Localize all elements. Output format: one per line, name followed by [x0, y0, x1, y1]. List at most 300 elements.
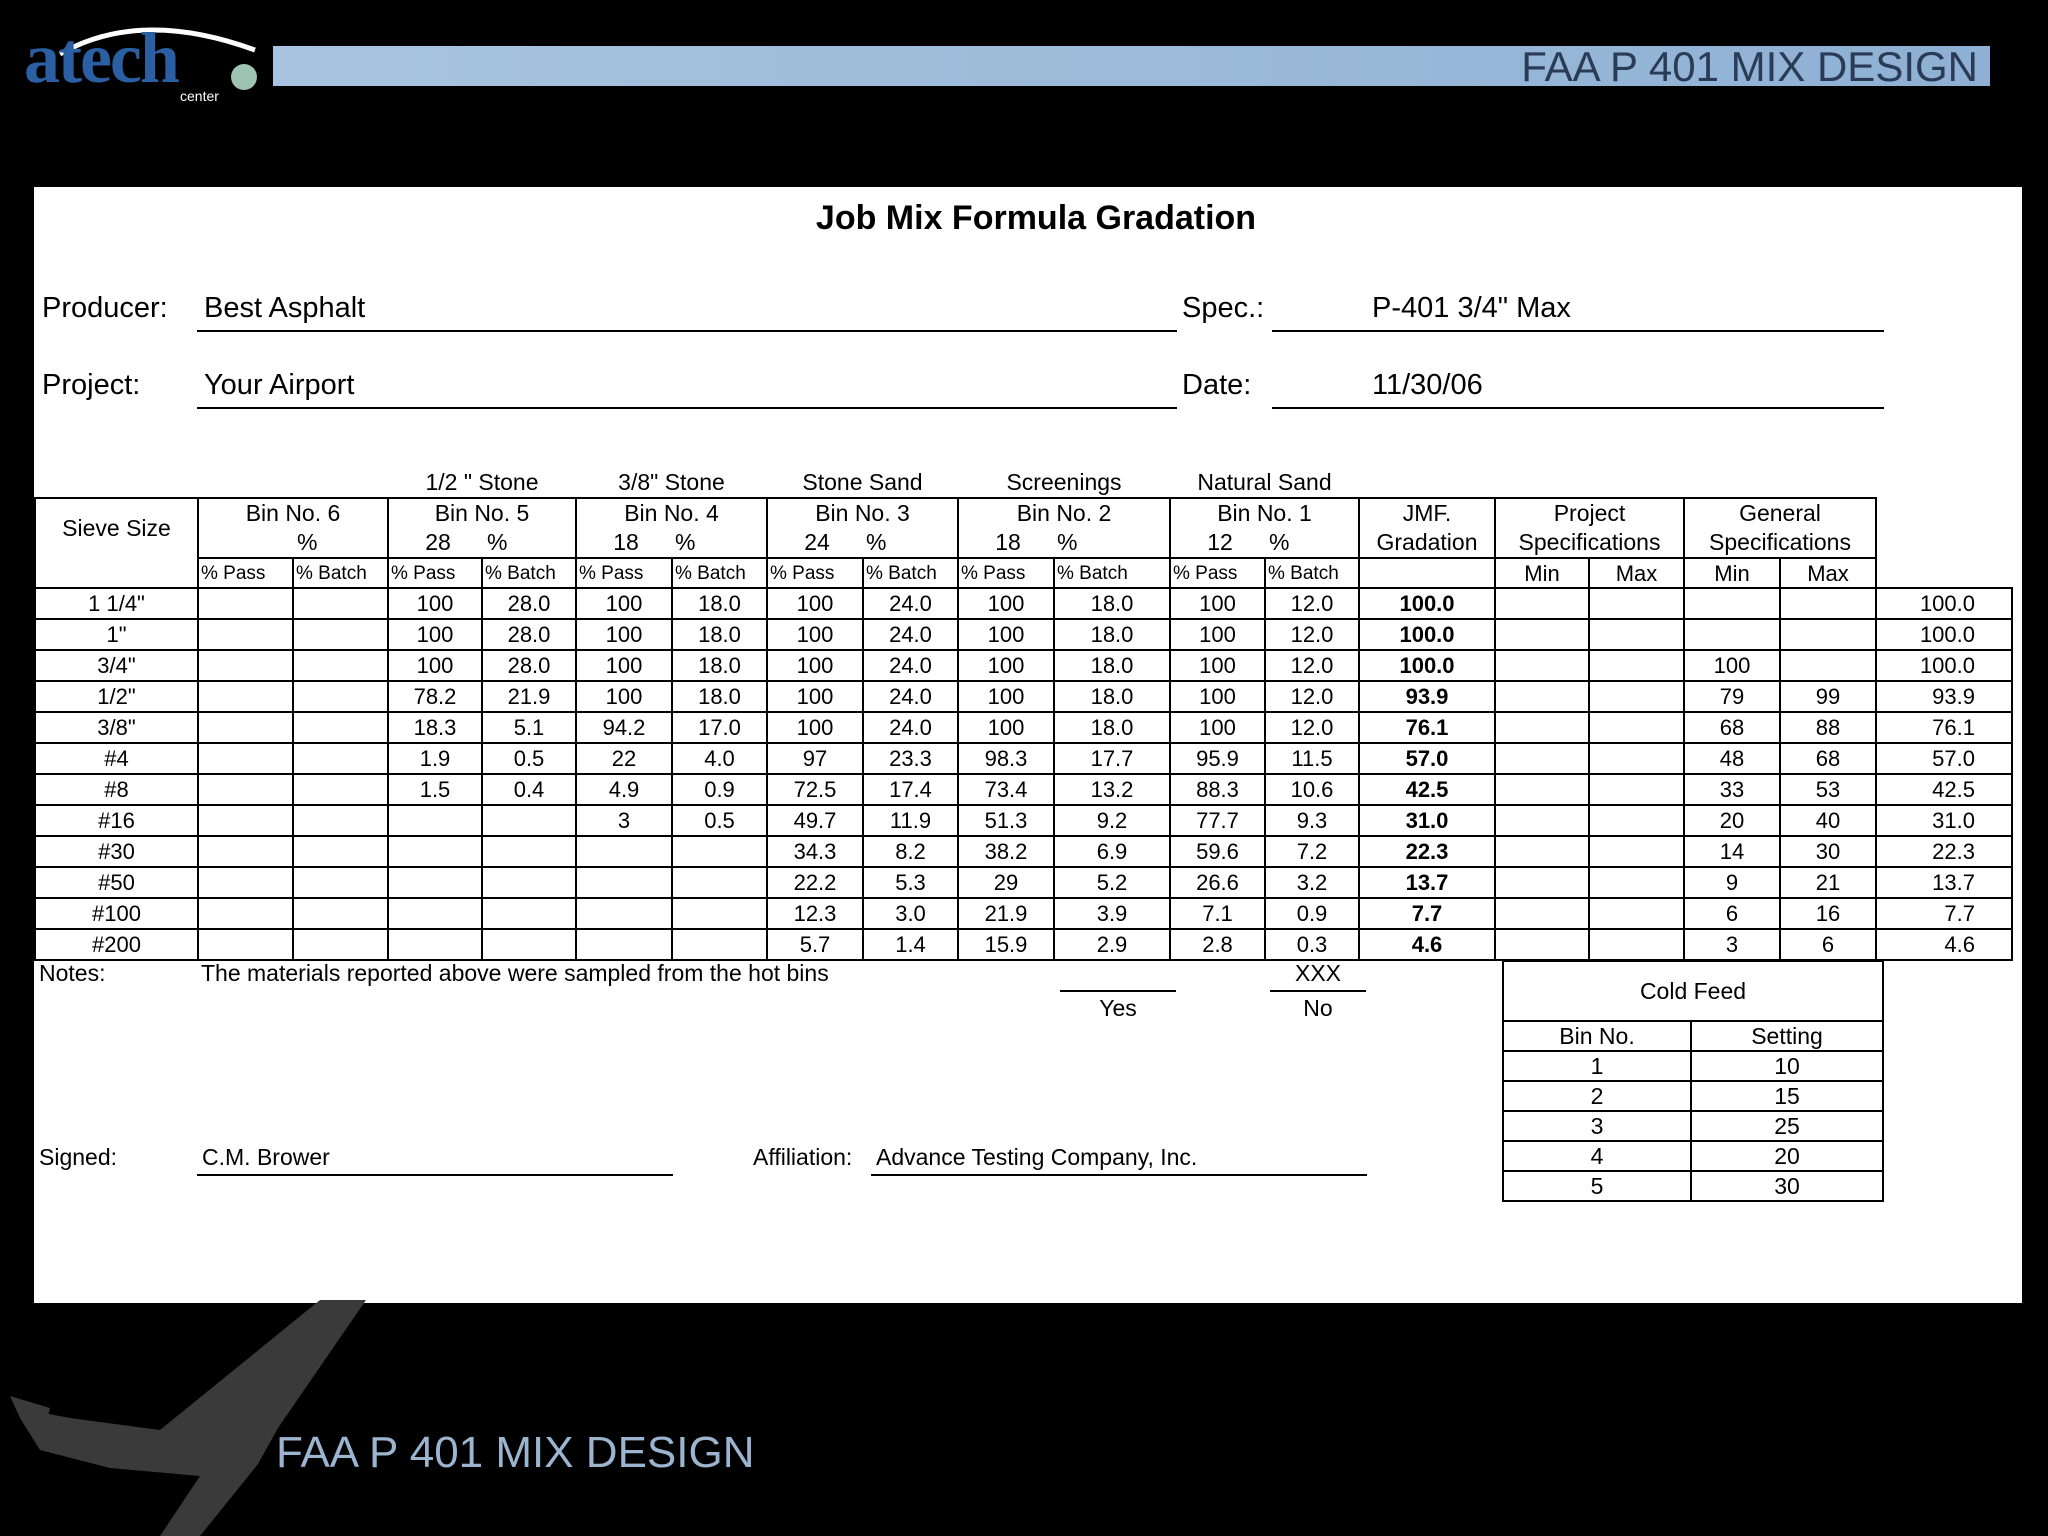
jmf-cell: 100.0	[1359, 588, 1495, 619]
batch-cell: 0.9	[1265, 898, 1359, 929]
pass-cell	[198, 805, 293, 836]
batch-cell: 28.0	[482, 650, 576, 681]
gradation-check-cell: 7.7	[1876, 898, 2012, 929]
airplane-silhouette-icon	[10, 1300, 390, 1536]
spec-label: Spec.:	[1182, 292, 1265, 324]
producer-label: Producer:	[42, 292, 168, 324]
jmf-cell: 57.0	[1359, 743, 1495, 774]
pass-cell: 49.7	[767, 805, 863, 836]
batch-cell: 18.0	[1054, 712, 1170, 743]
pass-cell: 5.7	[767, 929, 863, 960]
batch-cell: 3.0	[863, 898, 958, 929]
affiliation-underline	[871, 1174, 1367, 1176]
sieve-cell: #4	[35, 743, 198, 774]
bin-percent-value: 12	[1207, 529, 1233, 555]
pass-cell: 7.1	[1170, 898, 1265, 929]
bin-percent-header	[958, 528, 1170, 558]
batch-cell: 9.3	[1265, 805, 1359, 836]
general-max-cell	[1780, 619, 1876, 650]
logo-wordmark: atech	[24, 18, 178, 98]
pass-cell	[198, 681, 293, 712]
header-row-1	[35, 498, 2012, 528]
pass-cell: 59.6	[1170, 836, 1265, 867]
table-row	[35, 898, 2012, 929]
batch-cell: 17.7	[1054, 743, 1170, 774]
batch-cell: 28.0	[482, 588, 576, 619]
pass-cell	[198, 650, 293, 681]
project-min-cell	[1495, 867, 1589, 898]
batch-cell: 18.0	[1054, 681, 1170, 712]
batch-cell: 24.0	[863, 681, 958, 712]
spacer-cell	[35, 467, 388, 498]
batch-cell: 0.5	[672, 805, 767, 836]
pass-cell: 12.3	[767, 898, 863, 929]
general-max-cell: 40	[1780, 805, 1876, 836]
table-row	[35, 929, 2012, 960]
sieve-cell: 1 1/4"	[35, 588, 198, 619]
project-min-subheader: Min	[1495, 558, 1589, 588]
table-row	[35, 867, 2012, 898]
pass-cell: 88.3	[1170, 774, 1265, 805]
bin-percent-unit: %	[487, 529, 508, 555]
table-row	[35, 681, 2012, 712]
general-max-cell: 16	[1780, 898, 1876, 929]
cold-feed-col-bin: Bin No.	[1503, 1021, 1691, 1051]
bin-header: Bin No. 6	[198, 498, 388, 528]
signed-label: Signed:	[39, 1144, 118, 1170]
spacer-cell	[1876, 528, 2012, 558]
batch-cell: 18.0	[672, 619, 767, 650]
pass-cell: 100	[576, 588, 672, 619]
batch-cell: 1.4	[863, 929, 958, 960]
bin-percent-value: 18	[613, 529, 639, 555]
batch-cell: 2.9	[1054, 929, 1170, 960]
logo-subtext: center	[180, 88, 219, 104]
cold-feed-setting-cell: 20	[1691, 1141, 1883, 1171]
sieve-cell: 3/8"	[35, 712, 198, 743]
pass-cell	[198, 898, 293, 929]
pass-subheader: % Pass	[958, 558, 1054, 588]
batch-cell	[672, 929, 767, 960]
material-label: Stone Sand	[802, 468, 923, 495]
batch-cell: 3.2	[1265, 867, 1359, 898]
pass-cell: 1.5	[388, 774, 482, 805]
batch-cell: 0.4	[482, 774, 576, 805]
batch-cell: 18.0	[672, 650, 767, 681]
cold-feed-row	[1503, 1111, 1883, 1141]
document-title: Job Mix Formula Gradation	[815, 199, 1257, 237]
bin-percent-value: 18	[995, 529, 1021, 555]
spec-value: P-401 3/4" Max	[1372, 292, 1571, 324]
date-value: 11/30/06	[1372, 369, 1483, 401]
batch-subheader: % Batch	[1054, 558, 1170, 588]
cold-feed-col-setting: Setting	[1691, 1021, 1883, 1051]
pass-cell	[198, 712, 293, 743]
general-spec-header-line1: General	[1684, 498, 1876, 528]
jmf-cell: 22.3	[1359, 836, 1495, 867]
sieve-cell: #30	[35, 836, 198, 867]
yes-label: Yes	[1099, 995, 1137, 1021]
project-min-cell	[1495, 898, 1589, 929]
project-min-cell	[1495, 836, 1589, 867]
batch-cell	[482, 929, 576, 960]
project-min-cell	[1495, 743, 1589, 774]
pass-cell: 38.2	[958, 836, 1054, 867]
project-value: Your Airport	[204, 369, 355, 401]
pass-cell: 100	[958, 588, 1054, 619]
batch-subheader: % Batch	[482, 558, 576, 588]
yes-underline	[1060, 990, 1176, 992]
gradation-check-cell: 13.7	[1876, 867, 2012, 898]
batch-subheader: % Batch	[293, 558, 388, 588]
jmf-subheader	[1359, 558, 1495, 588]
project-max-subheader: Max	[1589, 558, 1684, 588]
bin-header: Bin No. 3	[767, 498, 958, 528]
bin-header: Bin No. 4	[576, 498, 767, 528]
bin-header: Bin No. 2	[958, 498, 1170, 528]
batch-cell: 8.2	[863, 836, 958, 867]
bin-percent-unit: %	[297, 529, 318, 555]
pass-cell: 15.9	[958, 929, 1054, 960]
jmf-cell: 76.1	[1359, 712, 1495, 743]
pass-cell: 18.3	[388, 712, 482, 743]
project-max-cell	[1589, 588, 1684, 619]
batch-cell	[672, 836, 767, 867]
pass-cell: 100	[1170, 681, 1265, 712]
batch-cell: 12.0	[1265, 650, 1359, 681]
general-max-cell: 68	[1780, 743, 1876, 774]
spacer-cell	[1359, 467, 2012, 498]
pass-cell	[388, 929, 482, 960]
pass-cell	[388, 898, 482, 929]
bin-percent-value: 24	[804, 529, 830, 555]
logo-dot-icon	[231, 64, 257, 90]
affiliation-label: Affiliation:	[753, 1144, 853, 1170]
pass-cell: 100	[388, 650, 482, 681]
pass-subheader: % Pass	[576, 558, 672, 588]
pass-cell: 29	[958, 867, 1054, 898]
pass-cell: 100	[388, 619, 482, 650]
sieve-cell: #16	[35, 805, 198, 836]
cold-feed-bin-cell: 5	[1503, 1171, 1691, 1201]
pass-cell: 100	[767, 650, 863, 681]
pass-cell: 100	[958, 681, 1054, 712]
cold-feed-bin-cell: 4	[1503, 1141, 1691, 1171]
general-max-cell	[1780, 650, 1876, 681]
bin-percent-header	[767, 528, 958, 558]
table-row	[35, 588, 2012, 619]
jmf-header-line2: Gradation	[1359, 528, 1495, 558]
project-max-cell	[1589, 805, 1684, 836]
pass-cell: 100	[1170, 712, 1265, 743]
cold-feed-bin-cell: 1	[1503, 1051, 1691, 1081]
material-label: Screenings	[1006, 468, 1122, 495]
pass-cell: 100	[576, 619, 672, 650]
pass-cell: 100	[1170, 619, 1265, 650]
cold-feed-row	[1503, 1081, 1883, 1111]
pass-cell: 21.9	[958, 898, 1054, 929]
pass-cell: 95.9	[1170, 743, 1265, 774]
batch-cell: 0.9	[672, 774, 767, 805]
signed-underline	[197, 1174, 673, 1176]
batch-cell: 18.0	[672, 681, 767, 712]
batch-cell	[293, 836, 388, 867]
jmf-cell: 31.0	[1359, 805, 1495, 836]
date-underline	[1272, 407, 1884, 409]
bin-header: Bin No. 5	[388, 498, 576, 528]
project-max-cell	[1589, 929, 1684, 960]
batch-cell	[293, 712, 388, 743]
project-underline	[197, 407, 1177, 409]
project-min-cell	[1495, 712, 1589, 743]
batch-cell	[482, 836, 576, 867]
cold-feed-bin-cell: 2	[1503, 1081, 1691, 1111]
pass-cell	[198, 836, 293, 867]
pass-cell: 100	[767, 712, 863, 743]
project-min-cell	[1495, 929, 1589, 960]
general-min-cell: 48	[1684, 743, 1780, 774]
general-min-cell: 9	[1684, 867, 1780, 898]
pass-cell	[576, 836, 672, 867]
pass-subheader: % Pass	[198, 558, 293, 588]
table-row	[35, 650, 2012, 681]
batch-cell: 18.0	[1054, 619, 1170, 650]
batch-cell: 10.6	[1265, 774, 1359, 805]
gradation-check-cell: 76.1	[1876, 712, 2012, 743]
general-min-cell: 100	[1684, 650, 1780, 681]
project-min-cell	[1495, 805, 1589, 836]
pass-cell: 72.5	[767, 774, 863, 805]
sieve-cell: #100	[35, 898, 198, 929]
batch-cell: 9.2	[1054, 805, 1170, 836]
jmf-cell: 4.6	[1359, 929, 1495, 960]
document-sheet	[34, 187, 2022, 1303]
general-max-cell: 99	[1780, 681, 1876, 712]
batch-cell	[672, 867, 767, 898]
cold-feed-setting-cell: 10	[1691, 1051, 1883, 1081]
batch-cell	[293, 867, 388, 898]
cold-feed-table	[1502, 960, 1884, 1202]
pass-cell	[198, 588, 293, 619]
batch-cell	[672, 898, 767, 929]
producer-value: Best Asphalt	[204, 292, 366, 324]
table-row	[35, 619, 2012, 650]
pass-cell: 73.4	[958, 774, 1054, 805]
bin-percent-header	[1170, 528, 1359, 558]
batch-cell: 5.3	[863, 867, 958, 898]
signed-value: C.M. Brower	[202, 1144, 330, 1170]
batch-cell: 24.0	[863, 650, 958, 681]
gradation-check-cell: 22.3	[1876, 836, 2012, 867]
bin-percent-unit: %	[1057, 529, 1078, 555]
sieve-size-header: Sieve Size	[35, 498, 198, 558]
project-min-cell	[1495, 774, 1589, 805]
cold-feed-row	[1503, 1171, 1883, 1201]
cold-feed-row	[1503, 1051, 1883, 1081]
cold-feed-setting-cell: 25	[1691, 1111, 1883, 1141]
pass-cell: 100	[767, 588, 863, 619]
pass-cell: 100	[388, 588, 482, 619]
jmf-cell: 42.5	[1359, 774, 1495, 805]
sieve-size-header-cont	[35, 558, 198, 588]
project-min-cell	[1495, 588, 1589, 619]
general-min-subheader: Min	[1684, 558, 1780, 588]
bin-percent-unit: %	[866, 529, 887, 555]
gradation-check-cell: 100.0	[1876, 619, 2012, 650]
batch-subheader: % Batch	[1265, 558, 1359, 588]
sieve-cell: 1/2"	[35, 681, 198, 712]
project-min-cell	[1495, 681, 1589, 712]
project-max-cell	[1589, 681, 1684, 712]
batch-cell: 18.0	[1054, 588, 1170, 619]
batch-cell: 12.0	[1265, 619, 1359, 650]
general-min-cell: 20	[1684, 805, 1780, 836]
batch-cell: 28.0	[482, 619, 576, 650]
general-max-cell	[1780, 588, 1876, 619]
bin-percent-value: 28	[425, 529, 451, 555]
gradation-check-cell: 100.0	[1876, 650, 2012, 681]
pass-cell: 100	[958, 619, 1054, 650]
pass-cell	[576, 898, 672, 929]
general-max-subheader: Max	[1780, 558, 1876, 588]
pass-subheader: % Pass	[388, 558, 482, 588]
batch-cell: 17.4	[863, 774, 958, 805]
footer-title: FAA P 401 MIX DESIGN	[276, 1428, 755, 1477]
header-row-2	[35, 528, 2012, 558]
jmf-header-line1: JMF.	[1359, 498, 1495, 528]
material-label: 3/8" Stone	[618, 468, 725, 495]
project-max-cell	[1589, 836, 1684, 867]
batch-cell: 23.3	[863, 743, 958, 774]
pass-cell: 100	[767, 619, 863, 650]
batch-cell	[482, 898, 576, 929]
batch-cell: 17.0	[672, 712, 767, 743]
table-row	[35, 712, 2012, 743]
general-min-cell: 33	[1684, 774, 1780, 805]
sieve-cell: #8	[35, 774, 198, 805]
general-min-cell	[1684, 588, 1780, 619]
spacer-cell	[1876, 498, 2012, 528]
no-value: XXX	[1294, 960, 1342, 986]
jmf-cell: 100.0	[1359, 650, 1495, 681]
batch-cell: 0.5	[482, 743, 576, 774]
cold-feed-setting-cell: 30	[1691, 1171, 1883, 1201]
project-spec-header-line1: Project	[1495, 498, 1684, 528]
general-min-cell: 79	[1684, 681, 1780, 712]
jmf-cell: 93.9	[1359, 681, 1495, 712]
general-min-cell: 14	[1684, 836, 1780, 867]
pass-cell	[198, 619, 293, 650]
sieve-cell: #200	[35, 929, 198, 960]
pass-cell	[198, 774, 293, 805]
batch-cell: 5.2	[1054, 867, 1170, 898]
gradation-check-cell: 93.9	[1876, 681, 2012, 712]
batch-cell	[293, 774, 388, 805]
batch-cell: 7.2	[1265, 836, 1359, 867]
pass-cell	[388, 805, 482, 836]
spacer-cell	[1876, 558, 2012, 588]
pass-cell: 4.9	[576, 774, 672, 805]
pass-cell	[388, 867, 482, 898]
bin-header: Bin No. 1	[1170, 498, 1359, 528]
affiliation-value: Advance Testing Company, Inc.	[876, 1144, 1198, 1170]
batch-cell	[482, 805, 576, 836]
batch-cell	[293, 619, 388, 650]
pass-cell: 98.3	[958, 743, 1054, 774]
pass-cell: 77.7	[1170, 805, 1265, 836]
pass-cell	[576, 929, 672, 960]
spec-underline	[1272, 330, 1884, 332]
general-max-cell: 6	[1780, 929, 1876, 960]
batch-cell	[293, 681, 388, 712]
batch-subheader: % Batch	[863, 558, 958, 588]
pass-subheader: % Pass	[1170, 558, 1265, 588]
bin-percent-unit: %	[1269, 529, 1290, 555]
pass-cell	[198, 929, 293, 960]
pass-cell: 26.6	[1170, 867, 1265, 898]
gradation-check-cell: 31.0	[1876, 805, 2012, 836]
project-max-cell	[1589, 774, 1684, 805]
batch-cell: 3.9	[1054, 898, 1170, 929]
sieve-cell: 1"	[35, 619, 198, 650]
material-row	[35, 467, 2012, 498]
project-min-cell	[1495, 619, 1589, 650]
pass-cell: 100	[767, 681, 863, 712]
bin-percent-unit: %	[675, 529, 696, 555]
general-min-cell: 6	[1684, 898, 1780, 929]
batch-cell: 24.0	[863, 712, 958, 743]
pass-cell: 2.8	[1170, 929, 1265, 960]
batch-cell: 24.0	[863, 588, 958, 619]
batch-cell: 12.0	[1265, 712, 1359, 743]
jmf-cell: 7.7	[1359, 898, 1495, 929]
batch-cell: 12.0	[1265, 681, 1359, 712]
batch-cell: 21.9	[482, 681, 576, 712]
cold-feed-row	[1503, 1141, 1883, 1171]
pass-cell	[198, 743, 293, 774]
bin-percent-header	[576, 528, 767, 558]
general-spec-header-line2: Specifications	[1684, 528, 1876, 558]
pass-cell: 22	[576, 743, 672, 774]
material-label: 1/2 " Stone	[425, 468, 539, 495]
batch-cell: 13.2	[1054, 774, 1170, 805]
batch-cell: 0.3	[1265, 929, 1359, 960]
producer-underline	[197, 330, 1177, 332]
batch-cell: 4.0	[672, 743, 767, 774]
project-label: Project:	[42, 369, 141, 401]
project-max-cell	[1589, 619, 1684, 650]
pass-cell: 22.2	[767, 867, 863, 898]
batch-cell	[293, 805, 388, 836]
table-row	[35, 836, 2012, 867]
cold-feed-title: Cold Feed	[1503, 961, 1883, 1021]
notes-text: The materials reported above were sampled from the hot bins	[201, 960, 829, 986]
general-max-cell: 53	[1780, 774, 1876, 805]
pass-cell: 100	[958, 712, 1054, 743]
sieve-cell: 3/4"	[35, 650, 198, 681]
no-underline	[1270, 990, 1366, 992]
general-min-cell: 68	[1684, 712, 1780, 743]
batch-cell: 5.1	[482, 712, 576, 743]
project-min-cell	[1495, 650, 1589, 681]
batch-cell: 11.9	[863, 805, 958, 836]
pass-cell	[388, 836, 482, 867]
batch-cell: 11.5	[1265, 743, 1359, 774]
batch-cell: 12.0	[1265, 588, 1359, 619]
pass-cell: 3	[576, 805, 672, 836]
batch-subheader: % Batch	[672, 558, 767, 588]
batch-cell: 24.0	[863, 619, 958, 650]
